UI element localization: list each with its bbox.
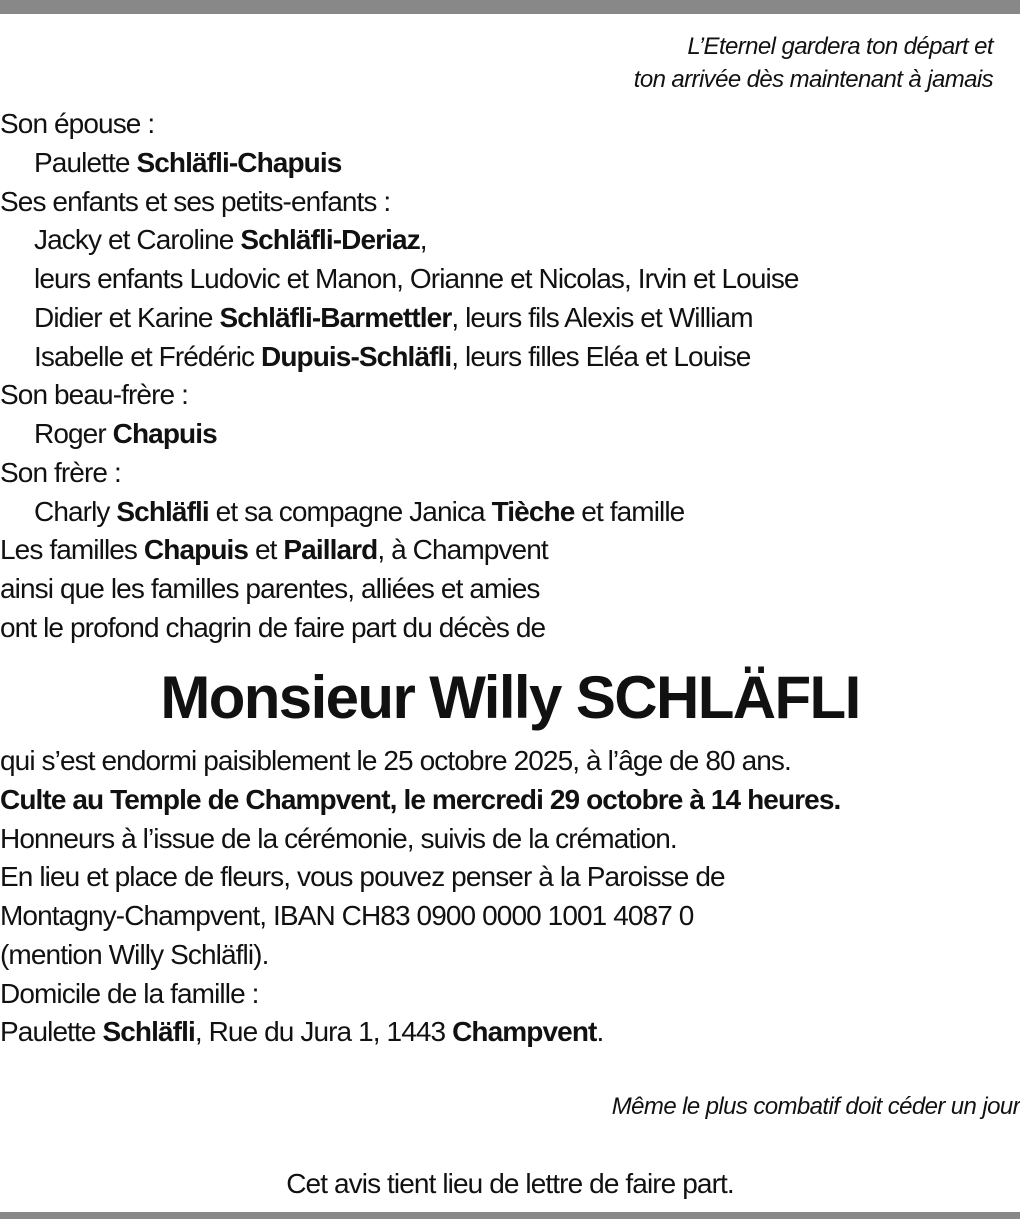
wife-label: Son épouse : xyxy=(0,108,155,139)
notice-line: Cet avis tient lieu de lettre de faire part. xyxy=(286,1168,734,1199)
epigraph xyxy=(634,30,993,96)
child-1-children-line: leurs enfants Ludovic et Manon, Orianne et Nicolas, Irvin et Louise xyxy=(34,263,799,294)
brother-in-law-label: Son beau-frère : xyxy=(0,379,188,411)
families-prefix: Les familles xyxy=(0,534,144,566)
child-1-suffix: , xyxy=(419,224,427,256)
relatives-line: ainsi que les familles parentes, alliées et amies xyxy=(0,573,540,604)
child-2-last-name: Schläfli-Barmettler xyxy=(219,301,452,333)
child-2-children: , leurs fils Alexis et William xyxy=(451,301,753,333)
brother-first-name: Charly xyxy=(34,495,117,527)
families-name-2: Paillard xyxy=(283,534,378,566)
domicile-end: . xyxy=(596,1016,604,1048)
deceased-name: Monsieur Willy SCHLÄFLI xyxy=(160,664,860,731)
brother-line-end: et famille xyxy=(574,495,685,527)
wife-line xyxy=(0,144,1020,183)
domicile-street: , Rue du Jura 1, 1443 xyxy=(194,1016,453,1048)
top-rule xyxy=(0,0,1020,14)
bottom-rule xyxy=(0,1212,1020,1219)
wife-first-name: Paulette xyxy=(34,146,137,178)
domicile-last-name: Schläfli xyxy=(102,1016,195,1048)
domicile-label: Domicile de la famille : xyxy=(0,977,259,1009)
brother-last-name: Schläfli xyxy=(116,495,209,527)
child-3-children: , leurs filles Eléa et Louise xyxy=(451,340,751,372)
family-list xyxy=(0,105,1020,648)
child-2-first-names: Didier et Karine xyxy=(34,301,220,333)
child-3-line xyxy=(0,338,1020,377)
brother-companion-text: et sa compagne Janica xyxy=(208,495,492,527)
brother-partner-last-name: Tièche xyxy=(491,495,575,527)
service-details xyxy=(0,742,1020,1052)
families-place: , à Champvent xyxy=(377,534,548,566)
domicile-town: Champvent xyxy=(452,1016,597,1048)
brother-in-law-line xyxy=(0,415,1020,454)
brother-line xyxy=(0,493,1020,532)
service-line: Culte au Temple de Champvent, le mercredi 29 octobre à 14 heures. xyxy=(0,783,841,815)
flowers-line-1: En lieu et place de fleurs, vous pouvez penser à la Paroisse de xyxy=(0,861,725,893)
honours-line: Honneurs à l’issue de la cérémonie, suivis de la crémation. xyxy=(0,822,677,854)
announcement-line: ont le profond chagrin de faire part du décès de xyxy=(0,611,546,643)
child-1-first-names: Jacky et Caroline xyxy=(34,224,241,256)
domicile-line xyxy=(0,1013,1020,1052)
flowers-line-2: Montagny-Champvent, IBAN CH83 0900 0000 1001 4087 0 xyxy=(0,900,694,931)
epigraph-line-2: ton arrivée dès maintenant à jamais xyxy=(633,66,993,93)
epigraph-line-1: L’Eternel gardera ton départ et xyxy=(687,33,993,60)
child-2-line xyxy=(0,299,1020,338)
child-1-line xyxy=(0,221,1020,260)
death-line: qui s’est endormi paisiblement le 25 octobre 2025, à l’âge de 80 ans. xyxy=(0,745,791,776)
wife-last-name: Schläfli-Chapuis xyxy=(136,146,342,178)
child-3-first-names: Isabelle et Frédéric xyxy=(34,340,261,372)
families-line xyxy=(0,531,1020,570)
closing-quote: Même le plus combatif doit céder un jour xyxy=(611,1093,1020,1120)
child-1-last-name: Schläfli-Deriaz xyxy=(240,224,420,256)
domicile-first-name: Paulette xyxy=(0,1016,103,1048)
brother-in-law-last-name: Chapuis xyxy=(112,418,217,449)
brother-in-law-first-name: Roger xyxy=(34,418,113,449)
flowers-line-3: (mention Willy Schläfli). xyxy=(0,938,269,970)
brother-label: Son frère : xyxy=(0,456,121,488)
families-name-1: Chapuis xyxy=(143,534,249,566)
children-label: Ses enfants et ses petits-enfants : xyxy=(0,185,391,217)
families-and: et xyxy=(248,534,284,566)
child-3-last-name: Dupuis-Schläfli xyxy=(261,340,452,372)
